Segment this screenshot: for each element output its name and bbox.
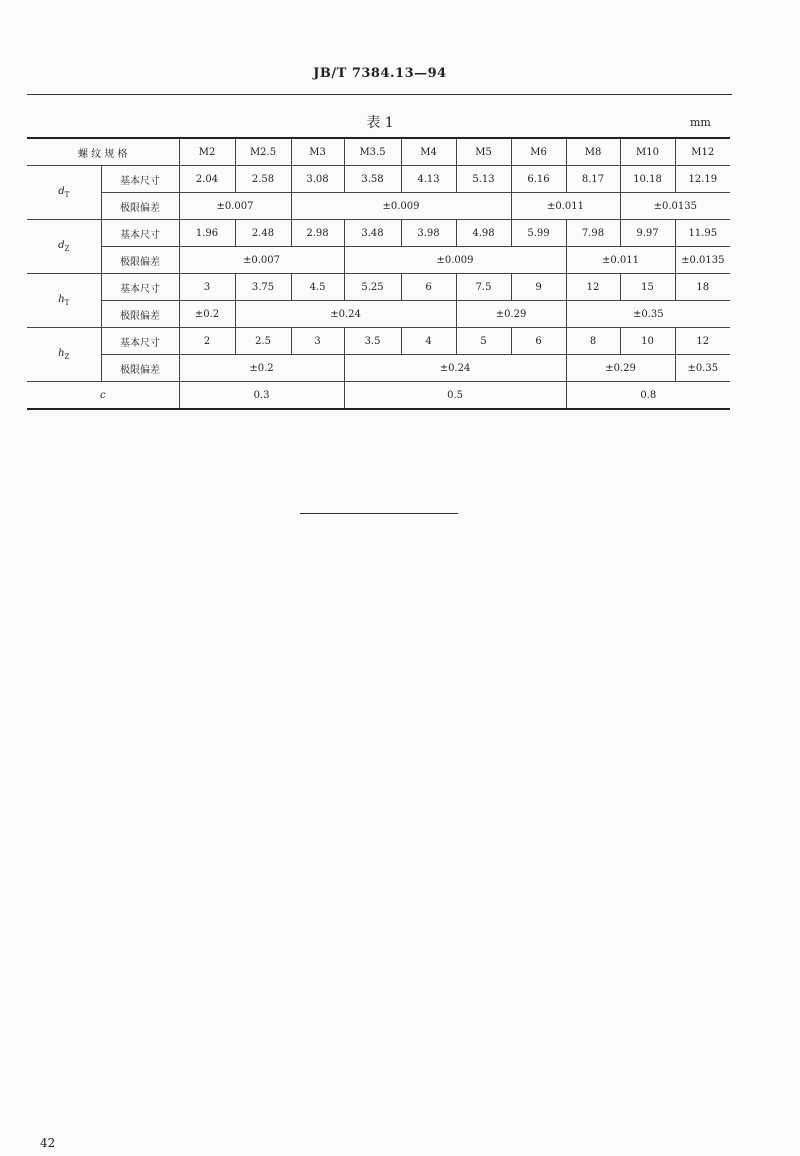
value-cell: 10.18 — [620, 166, 675, 193]
tolerance-cell: ±0.2 — [179, 301, 235, 328]
value-cell: 2.58 — [235, 166, 291, 193]
value-cell: 6.16 — [511, 166, 566, 193]
value-cell: 4.98 — [456, 220, 511, 247]
tolerance-cell: ±0.35 — [675, 355, 730, 382]
page-number: 42 — [40, 1136, 56, 1150]
c-value-cell: 0.5 — [344, 382, 566, 410]
table-row — [27, 328, 730, 355]
symbol-sub: T — [64, 299, 70, 307]
tolerance-cell: ±0.007 — [179, 193, 291, 220]
tolerance-label: 极限偏差 — [101, 247, 179, 274]
row-symbol-cell — [27, 220, 101, 274]
value-cell: 11.95 — [675, 220, 730, 247]
value-cell: 12 — [566, 274, 620, 301]
table-row — [27, 247, 730, 274]
col-header: M6 — [511, 138, 566, 166]
col-header: M10 — [620, 138, 675, 166]
value-cell: 3.58 — [344, 166, 401, 193]
tolerance-cell: ±0.24 — [235, 301, 456, 328]
tolerance-cell: ±0.009 — [291, 193, 511, 220]
col-header: M3.5 — [344, 138, 401, 166]
value-cell: 1.96 — [179, 220, 235, 247]
value-cell: 3.5 — [344, 328, 401, 355]
col-header: M2 — [179, 138, 235, 166]
basic-size-label: 基本尺寸 — [101, 328, 179, 355]
c-value-cell: 0.8 — [566, 382, 730, 410]
spec-table — [27, 137, 730, 410]
col-header: M4 — [401, 138, 456, 166]
value-cell: 5.99 — [511, 220, 566, 247]
c-value-cell: 0.3 — [179, 382, 344, 410]
table-title: 表 1 — [366, 115, 394, 131]
row-symbol-cell — [27, 274, 101, 328]
table-row — [27, 382, 730, 410]
value-cell: 8.17 — [566, 166, 620, 193]
standard-code: JB/T 7384.13—94 — [313, 66, 447, 81]
value-cell: 3 — [179, 274, 235, 301]
value-cell: 12.19 — [675, 166, 730, 193]
value-cell: 8 — [566, 328, 620, 355]
table-header-row — [27, 138, 730, 166]
col-header: M12 — [675, 138, 730, 166]
value-cell: 18 — [675, 274, 730, 301]
value-cell: 4.5 — [291, 274, 344, 301]
col-header: M2.5 — [235, 138, 291, 166]
tolerance-cell: ±0.24 — [344, 355, 566, 382]
c-symbol-cell: c — [27, 382, 179, 410]
tolerance-cell: ±0.35 — [566, 301, 730, 328]
value-cell: 2 — [179, 328, 235, 355]
spec-header-cell: 螺 纹 规 格 — [27, 138, 179, 166]
value-cell: 2.04 — [179, 166, 235, 193]
symbol: d — [58, 240, 65, 251]
tolerance-cell: ±0.2 — [179, 355, 344, 382]
tolerance-cell: ±0.0135 — [675, 247, 730, 274]
value-cell: 4.13 — [401, 166, 456, 193]
tolerance-cell: ±0.0135 — [620, 193, 730, 220]
value-cell: 12 — [675, 328, 730, 355]
value-cell: 2.48 — [235, 220, 291, 247]
value-cell: 9.97 — [620, 220, 675, 247]
symbol-sub: Z — [64, 245, 70, 253]
tolerance-label: 极限偏差 — [101, 355, 179, 382]
row-symbol-cell — [27, 166, 101, 220]
value-cell: 5.25 — [344, 274, 401, 301]
value-cell: 3.98 — [401, 220, 456, 247]
symbol-sub: T — [64, 191, 70, 199]
value-cell: 3 — [291, 328, 344, 355]
header-rule — [27, 94, 732, 95]
table-row — [27, 220, 730, 247]
value-cell: 7.98 — [566, 220, 620, 247]
unit-label: mm — [690, 116, 711, 129]
symbol-sub: Z — [64, 353, 70, 361]
row-symbol-cell — [27, 328, 101, 382]
basic-size-label: 基本尺寸 — [101, 220, 179, 247]
value-cell: 5 — [456, 328, 511, 355]
value-cell: 6 — [401, 274, 456, 301]
symbol: h — [58, 294, 65, 305]
tolerance-label: 极限偏差 — [101, 301, 179, 328]
value-cell: 3.08 — [291, 166, 344, 193]
value-cell: 3.48 — [344, 220, 401, 247]
table-row — [27, 301, 730, 328]
value-cell: 9 — [511, 274, 566, 301]
col-header: M5 — [456, 138, 511, 166]
value-cell: 4 — [401, 328, 456, 355]
value-cell: 15 — [620, 274, 675, 301]
symbol: d — [58, 186, 65, 197]
tolerance-cell: ±0.29 — [566, 355, 675, 382]
table-row — [27, 166, 730, 193]
table-row — [27, 355, 730, 382]
col-header: M3 — [291, 138, 344, 166]
tolerance-cell: ±0.011 — [566, 247, 675, 274]
value-cell: 3.75 — [235, 274, 291, 301]
end-rule — [300, 513, 458, 514]
tolerance-cell: ±0.011 — [511, 193, 620, 220]
tolerance-label: 极限偏差 — [101, 193, 179, 220]
value-cell: 7.5 — [456, 274, 511, 301]
table-row — [27, 193, 730, 220]
tolerance-cell: ±0.29 — [456, 301, 566, 328]
value-cell: 2.5 — [235, 328, 291, 355]
value-cell: 2.98 — [291, 220, 344, 247]
col-header: M8 — [566, 138, 620, 166]
tolerance-cell: ±0.007 — [179, 247, 344, 274]
symbol: h — [58, 348, 65, 359]
value-cell: 10 — [620, 328, 675, 355]
value-cell: 6 — [511, 328, 566, 355]
basic-size-label: 基本尺寸 — [101, 274, 179, 301]
table-row — [27, 274, 730, 301]
value-cell: 5.13 — [456, 166, 511, 193]
basic-size-label: 基本尺寸 — [101, 166, 179, 193]
tolerance-cell: ±0.009 — [344, 247, 566, 274]
